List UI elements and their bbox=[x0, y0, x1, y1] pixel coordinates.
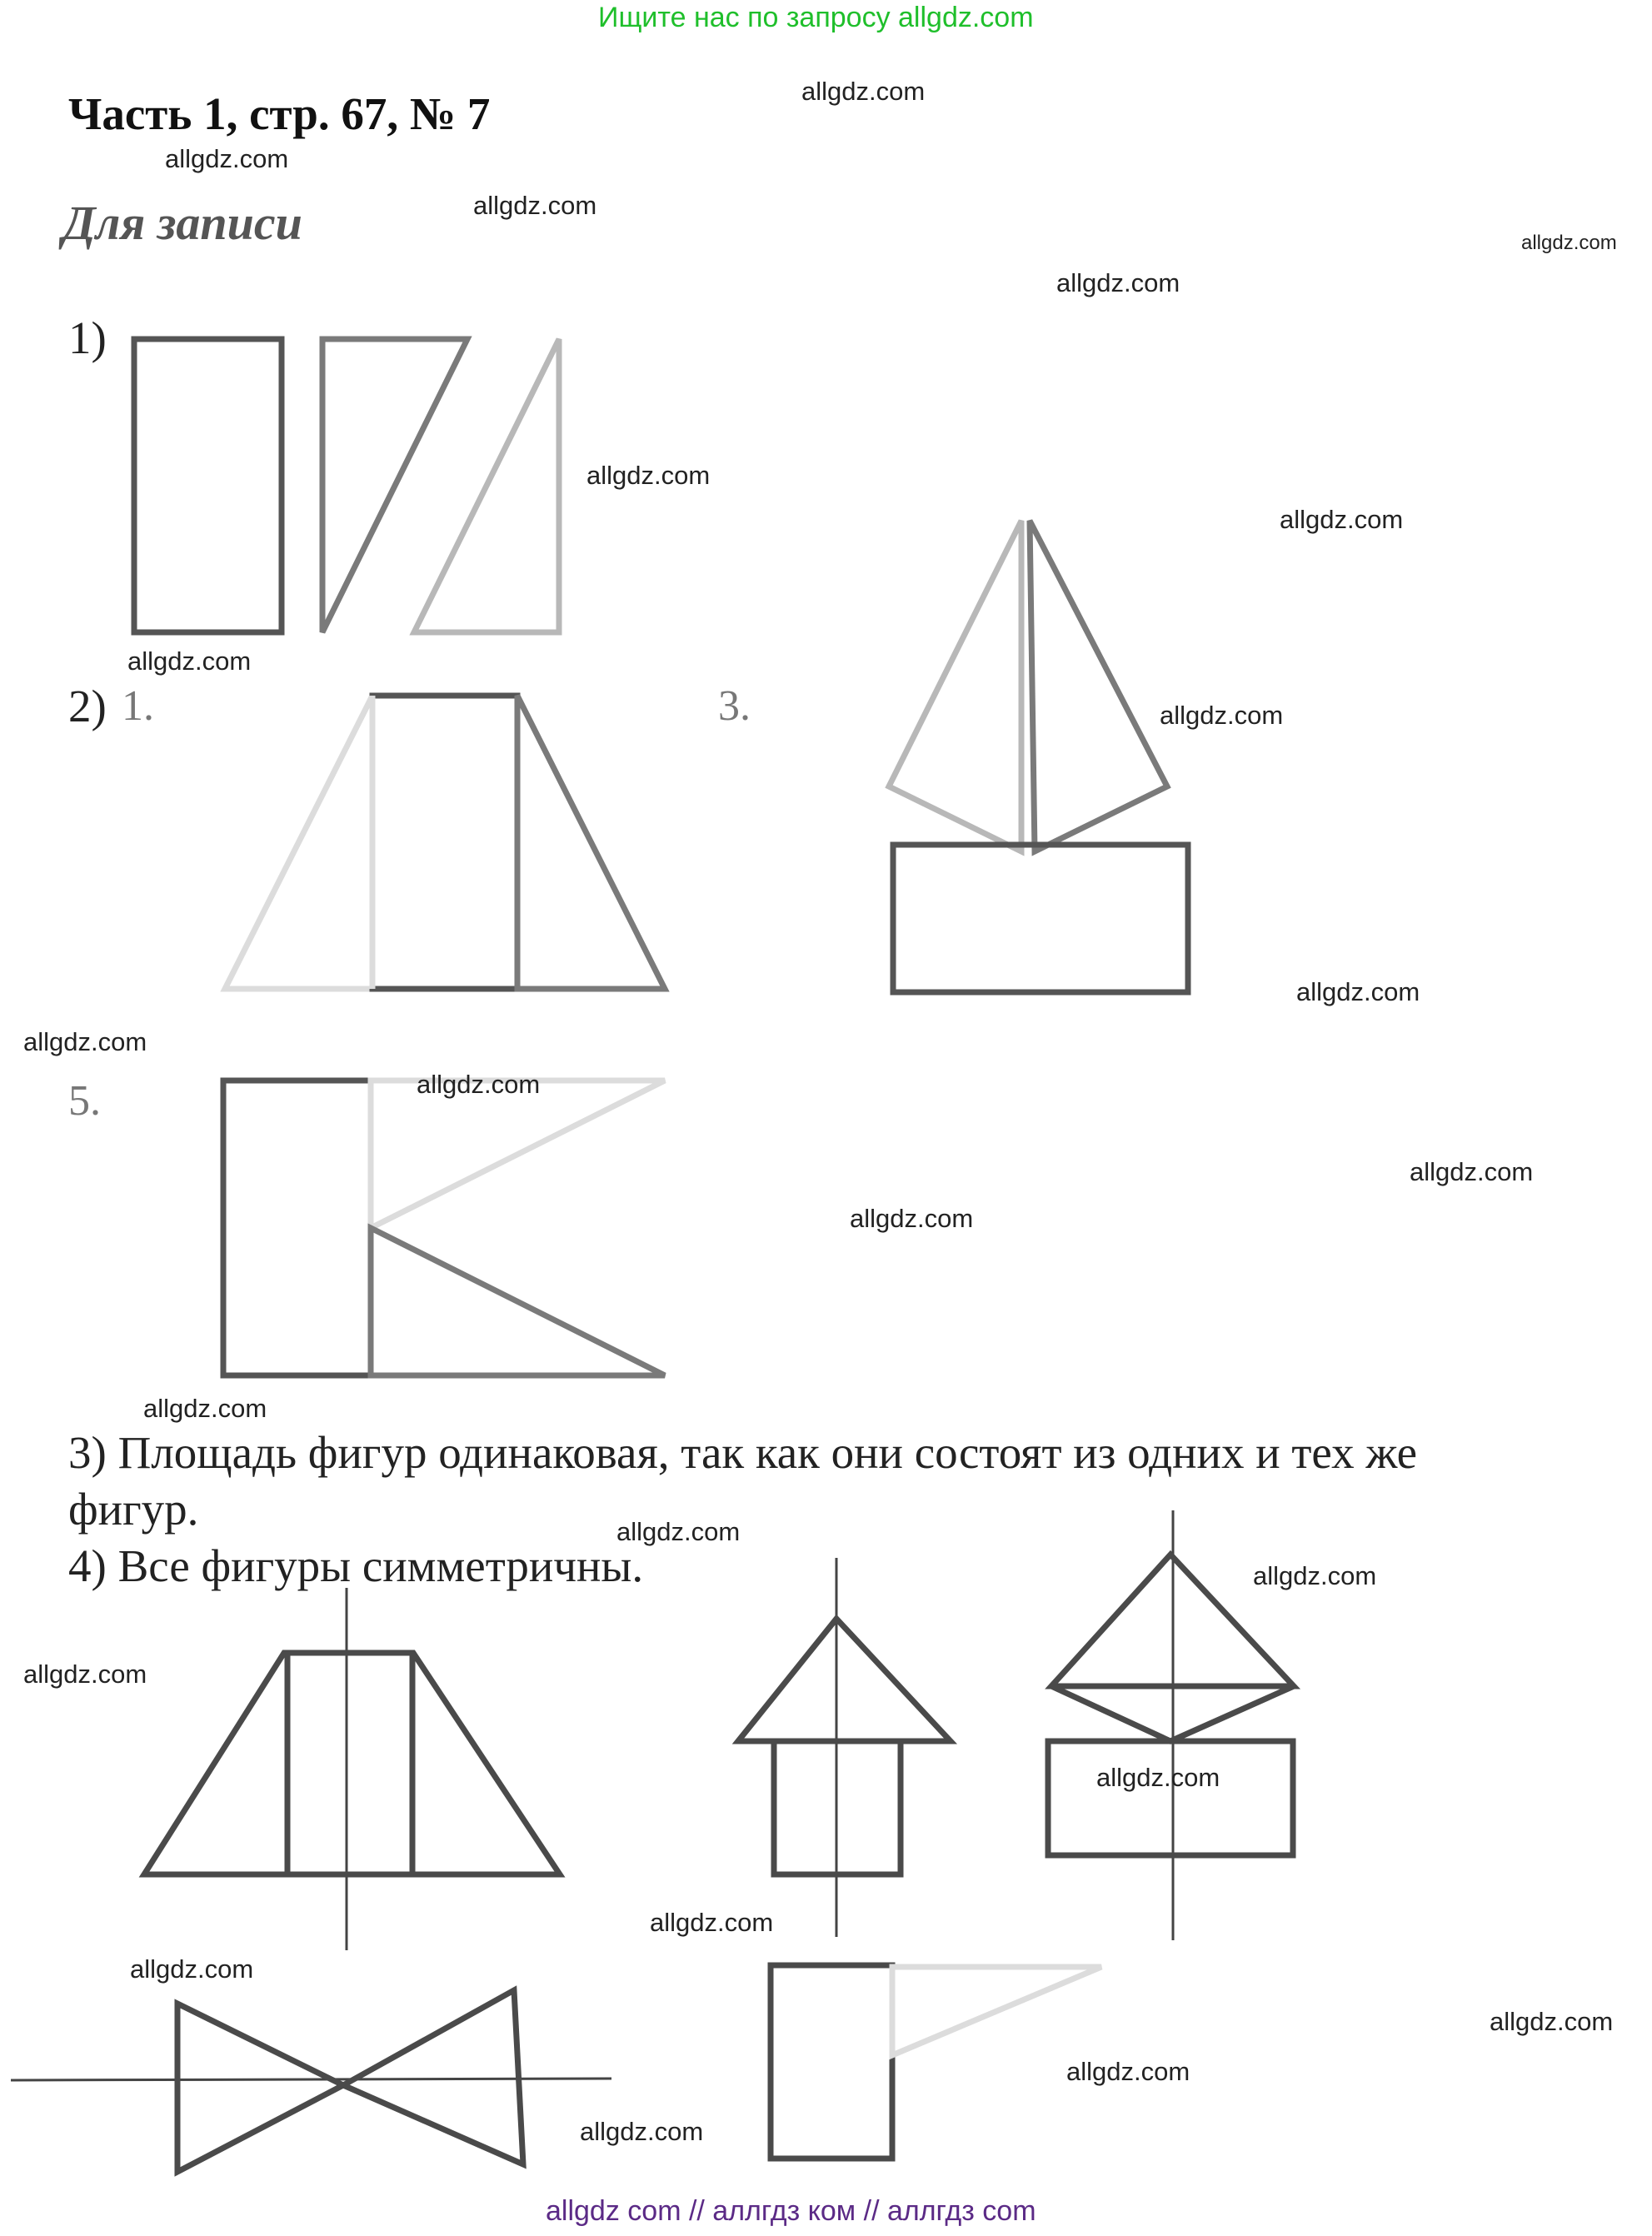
watermark: allgdz.com bbox=[1521, 232, 1617, 254]
section-subtitle: Для записи bbox=[62, 196, 302, 250]
task1-triangle-a bbox=[322, 339, 467, 632]
bowtie-right-triangle bbox=[343, 1990, 523, 2164]
figure-1-trapezoid bbox=[225, 696, 665, 989]
figure-5-rectangle bbox=[223, 1081, 371, 1375]
house-right-triangle bbox=[1030, 521, 1167, 851]
rectangle-triangle-figure bbox=[771, 1965, 1101, 2159]
figure-5-shape bbox=[223, 1081, 665, 1375]
watermark: allgdz.com bbox=[1056, 268, 1180, 297]
symmetric-house bbox=[738, 1558, 951, 1937]
watermark: allgdz.com bbox=[23, 1027, 147, 1056]
watermark: allgdz.com bbox=[801, 77, 926, 106]
symmetric-bowtie bbox=[11, 1990, 611, 2172]
last-figure-rectangle bbox=[771, 1965, 892, 2159]
answer-3-line-1: 3) Площадь фигур одинаковая, так как они состоят из одних и тех же bbox=[68, 1427, 1418, 1478]
watermark: allgdz.com bbox=[473, 191, 597, 220]
sym-trapezoid-outline bbox=[144, 1653, 560, 1874]
house-left-triangle bbox=[889, 521, 1021, 851]
symmetric-trapezoid bbox=[144, 1588, 560, 1950]
task-2-label: 2) bbox=[68, 681, 107, 731]
house-base-rectangle bbox=[893, 845, 1188, 992]
watermark: allgdz.com bbox=[127, 646, 252, 676]
task1-triangle-b bbox=[414, 339, 559, 632]
sym-house-roof bbox=[738, 1619, 951, 1741]
watermark: allgdz.com bbox=[1280, 505, 1404, 534]
trapezoid-center-rectangle bbox=[372, 696, 517, 989]
watermark: allgdz.com bbox=[143, 1394, 267, 1423]
watermark: allgdz.com bbox=[650, 1908, 774, 1937]
footer-links: allgdz com // аллгдз ком // аллгдз com bbox=[546, 2195, 1036, 2227]
search-banner: Ищите нас по запросу allgdz.com bbox=[598, 2, 1034, 33]
watermark: allgdz.com bbox=[130, 1954, 254, 1984]
watermark: allgdz.com bbox=[616, 1517, 741, 1546]
task1-pieces bbox=[134, 339, 559, 632]
watermark: allgdz.com bbox=[165, 144, 289, 173]
kite-base-rectangle bbox=[1048, 1741, 1293, 1855]
page-title: Часть 1, стр. 67, № 7 bbox=[68, 88, 491, 139]
bowtie-left-triangle bbox=[177, 2004, 343, 2172]
trapezoid-right-triangle bbox=[517, 696, 665, 989]
watermark: allgdz.com bbox=[1410, 1157, 1534, 1186]
watermark: allgdz.com bbox=[1160, 701, 1284, 730]
watermark: allgdz.com bbox=[850, 1204, 974, 1233]
figure-5-label: 5. bbox=[68, 1077, 101, 1125]
figure-3-house bbox=[889, 521, 1188, 992]
task-1-label: 1) bbox=[68, 312, 107, 363]
figure-5-upper-triangle bbox=[371, 1081, 665, 1228]
watermark: allgdz.com bbox=[1066, 2057, 1190, 2086]
watermark: allgdz.com bbox=[580, 2117, 704, 2146]
watermark: allgdz.com bbox=[1296, 977, 1420, 1006]
answer-4-line: 4) Все фигуры симметричны. bbox=[68, 1540, 644, 1591]
trapezoid-left-triangle bbox=[225, 696, 372, 989]
watermark: allgdz.com bbox=[586, 461, 711, 490]
task1-rectangle bbox=[134, 339, 282, 632]
figure-3-label: 3. bbox=[718, 682, 751, 730]
watermark: allgdz.com bbox=[1096, 1763, 1220, 1792]
figure-5-lower-triangle bbox=[371, 1228, 665, 1375]
figure-1-label: 1. bbox=[122, 682, 154, 730]
watermark: allgdz.com bbox=[1490, 2007, 1614, 2036]
watermark: allgdz.com bbox=[23, 1660, 147, 1689]
last-figure-triangle bbox=[892, 1967, 1101, 2055]
answer-3-line-2: фигур. bbox=[68, 1484, 199, 1535]
watermark: allgdz.com bbox=[1253, 1561, 1377, 1590]
watermark: allgdz.com bbox=[417, 1070, 541, 1099]
